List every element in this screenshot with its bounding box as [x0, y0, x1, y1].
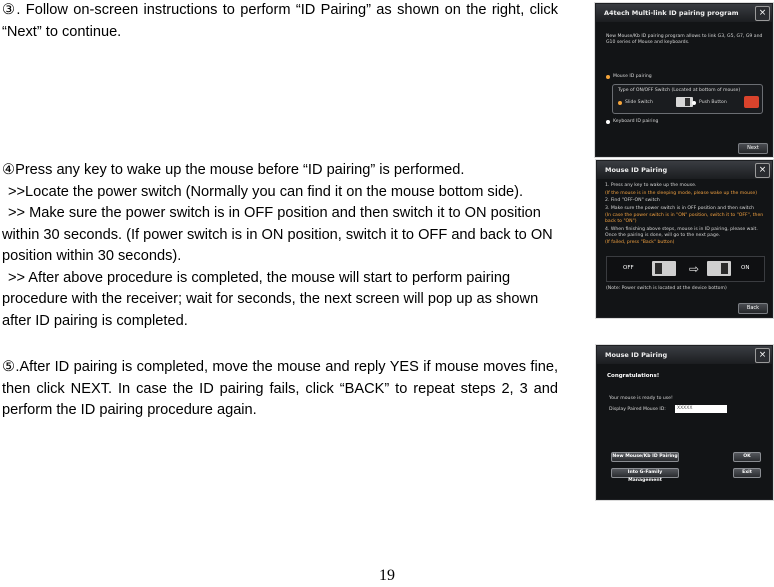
step-4-note: (If failed, press "Back" button): [605, 240, 675, 246]
ok-button[interactable]: OK: [733, 452, 761, 462]
close-icon[interactable]: ×: [755, 163, 770, 178]
location-note: (Note: Power switch is located at the device bottom): [606, 286, 727, 291]
back-button[interactable]: Back: [738, 303, 768, 314]
radio-selected-icon: [618, 101, 622, 105]
intro-text: New Mouse/Kb ID pairing program allows to link G3, G5, G7, G9 and G10 series of Mouse and keyboards.: [606, 34, 763, 46]
switch-off-icon: [652, 261, 676, 276]
step5-marker: ⑤.: [2, 359, 20, 375]
radio-empty-icon: [606, 120, 610, 124]
slide-switch-label: Slide Switch: [625, 100, 653, 105]
step3-text: Follow on-screen instructions to perform “ID Pairing” as shown on the right, click “Next” to continue.: [2, 2, 558, 40]
step-1-note: (If the mouse is in the sleeping mode, please wake up the mouse): [605, 190, 757, 196]
push-button-icon: [744, 96, 759, 108]
new-pairing-button[interactable]: New Mouse/Kb ID Pairing: [611, 452, 679, 462]
window-title: A4tech Multi-link ID pairing program: [596, 4, 772, 22]
mouse-id-pairing-screenshot: [596, 160, 773, 318]
step3-marker: ③.: [2, 2, 21, 18]
arrow-right-icon: ⇨: [689, 262, 700, 276]
step3-paragraph: [2, 0, 558, 43]
keyboard-pairing-radio[interactable]: [606, 119, 658, 125]
switch-on-icon: [707, 261, 731, 276]
mouse-pairing-radio[interactable]: [606, 74, 652, 80]
step4-line3: >> Make sure the power switch is in OFF position and then switch it to ON position within 30 seconds. (If power switch is in ON position, switch it to OFF and back to ON position within 30 seconds).: [2, 205, 553, 264]
mouse-id-field: XXXXX: [675, 405, 727, 413]
step4-paragraph: [2, 160, 558, 332]
slide-switch-radio[interactable]: [618, 100, 653, 106]
window-title: Mouse ID Pairing: [597, 346, 772, 364]
step-3-note: (In case the power switch is in "ON" position, switch it to "OFF", then back to "ON"): [605, 213, 764, 225]
switch-illustration: [606, 256, 765, 282]
off-label: OFF: [623, 265, 634, 271]
next-button[interactable]: Next: [738, 143, 768, 154]
window-title: Mouse ID Pairing: [597, 161, 772, 179]
exit-button[interactable]: Exit: [733, 468, 761, 478]
step-3: 3. Make sure the power switch is in OFF position and then switch: [605, 205, 755, 211]
step4-line2: >>Locate the power switch (Normally you can find it on the mouse bottom side).: [8, 183, 524, 200]
step5-text: After ID pairing is completed, move the mouse and reply YES if mouse moves fine, then click NEXT. In case the ID pairing fails, click “BACK” to repeat steps 2, 3 and perform the ID pairing procedure again.: [2, 359, 559, 418]
step-1: 1. Press any key to wake up the mouse.: [605, 183, 697, 188]
close-icon[interactable]: ×: [755, 348, 770, 363]
push-button-radio[interactable]: [692, 100, 727, 106]
close-icon[interactable]: ×: [755, 6, 770, 21]
radio-empty-icon: [692, 101, 696, 105]
on-label: ON: [741, 265, 750, 271]
ready-text: Your mouse is ready to use!: [609, 396, 673, 401]
family-management-button[interactable]: Into G-Family Management: [611, 468, 679, 478]
step-2: 2. Find "OFF-ON" switch: [605, 198, 660, 203]
congratulations-heading: Congratulations!: [607, 373, 660, 379]
pairing-program-screenshot: [595, 3, 773, 157]
radio-selected-icon: [606, 75, 610, 79]
pairing-steps: [605, 183, 767, 248]
step4-line1: ④Press any key to wake up the mouse before “ID pairing” is performed.: [2, 162, 465, 178]
step5-paragraph: [2, 357, 558, 422]
slide-switch-icon: [676, 97, 693, 107]
mouse-id-label: Display Paired Mouse ID:: [609, 407, 666, 412]
step-4: 4. When finishing above steps, mouse is in ID pairing, please wait. Once the pairing is done, will go to the next page.: [605, 226, 758, 238]
switch-type-group: [612, 84, 763, 114]
step4-line4: >> After above procedure is completed, the mouse will start to perform pairing procedure with the receiver; wait for seconds, the next screen will pop up as shown after ID pairing is completed.: [2, 269, 539, 329]
mouse-pairing-label: Mouse ID pairing: [613, 74, 652, 79]
switch-caption: Type of ON/OFF Switch (Located at bottom of mouse): [618, 88, 741, 93]
push-button-label: Push Button: [699, 100, 727, 105]
pairing-complete-screenshot: [596, 345, 773, 500]
page-number: 19: [379, 567, 395, 584]
keyboard-pairing-label: Keyboard ID pairing: [613, 119, 659, 124]
